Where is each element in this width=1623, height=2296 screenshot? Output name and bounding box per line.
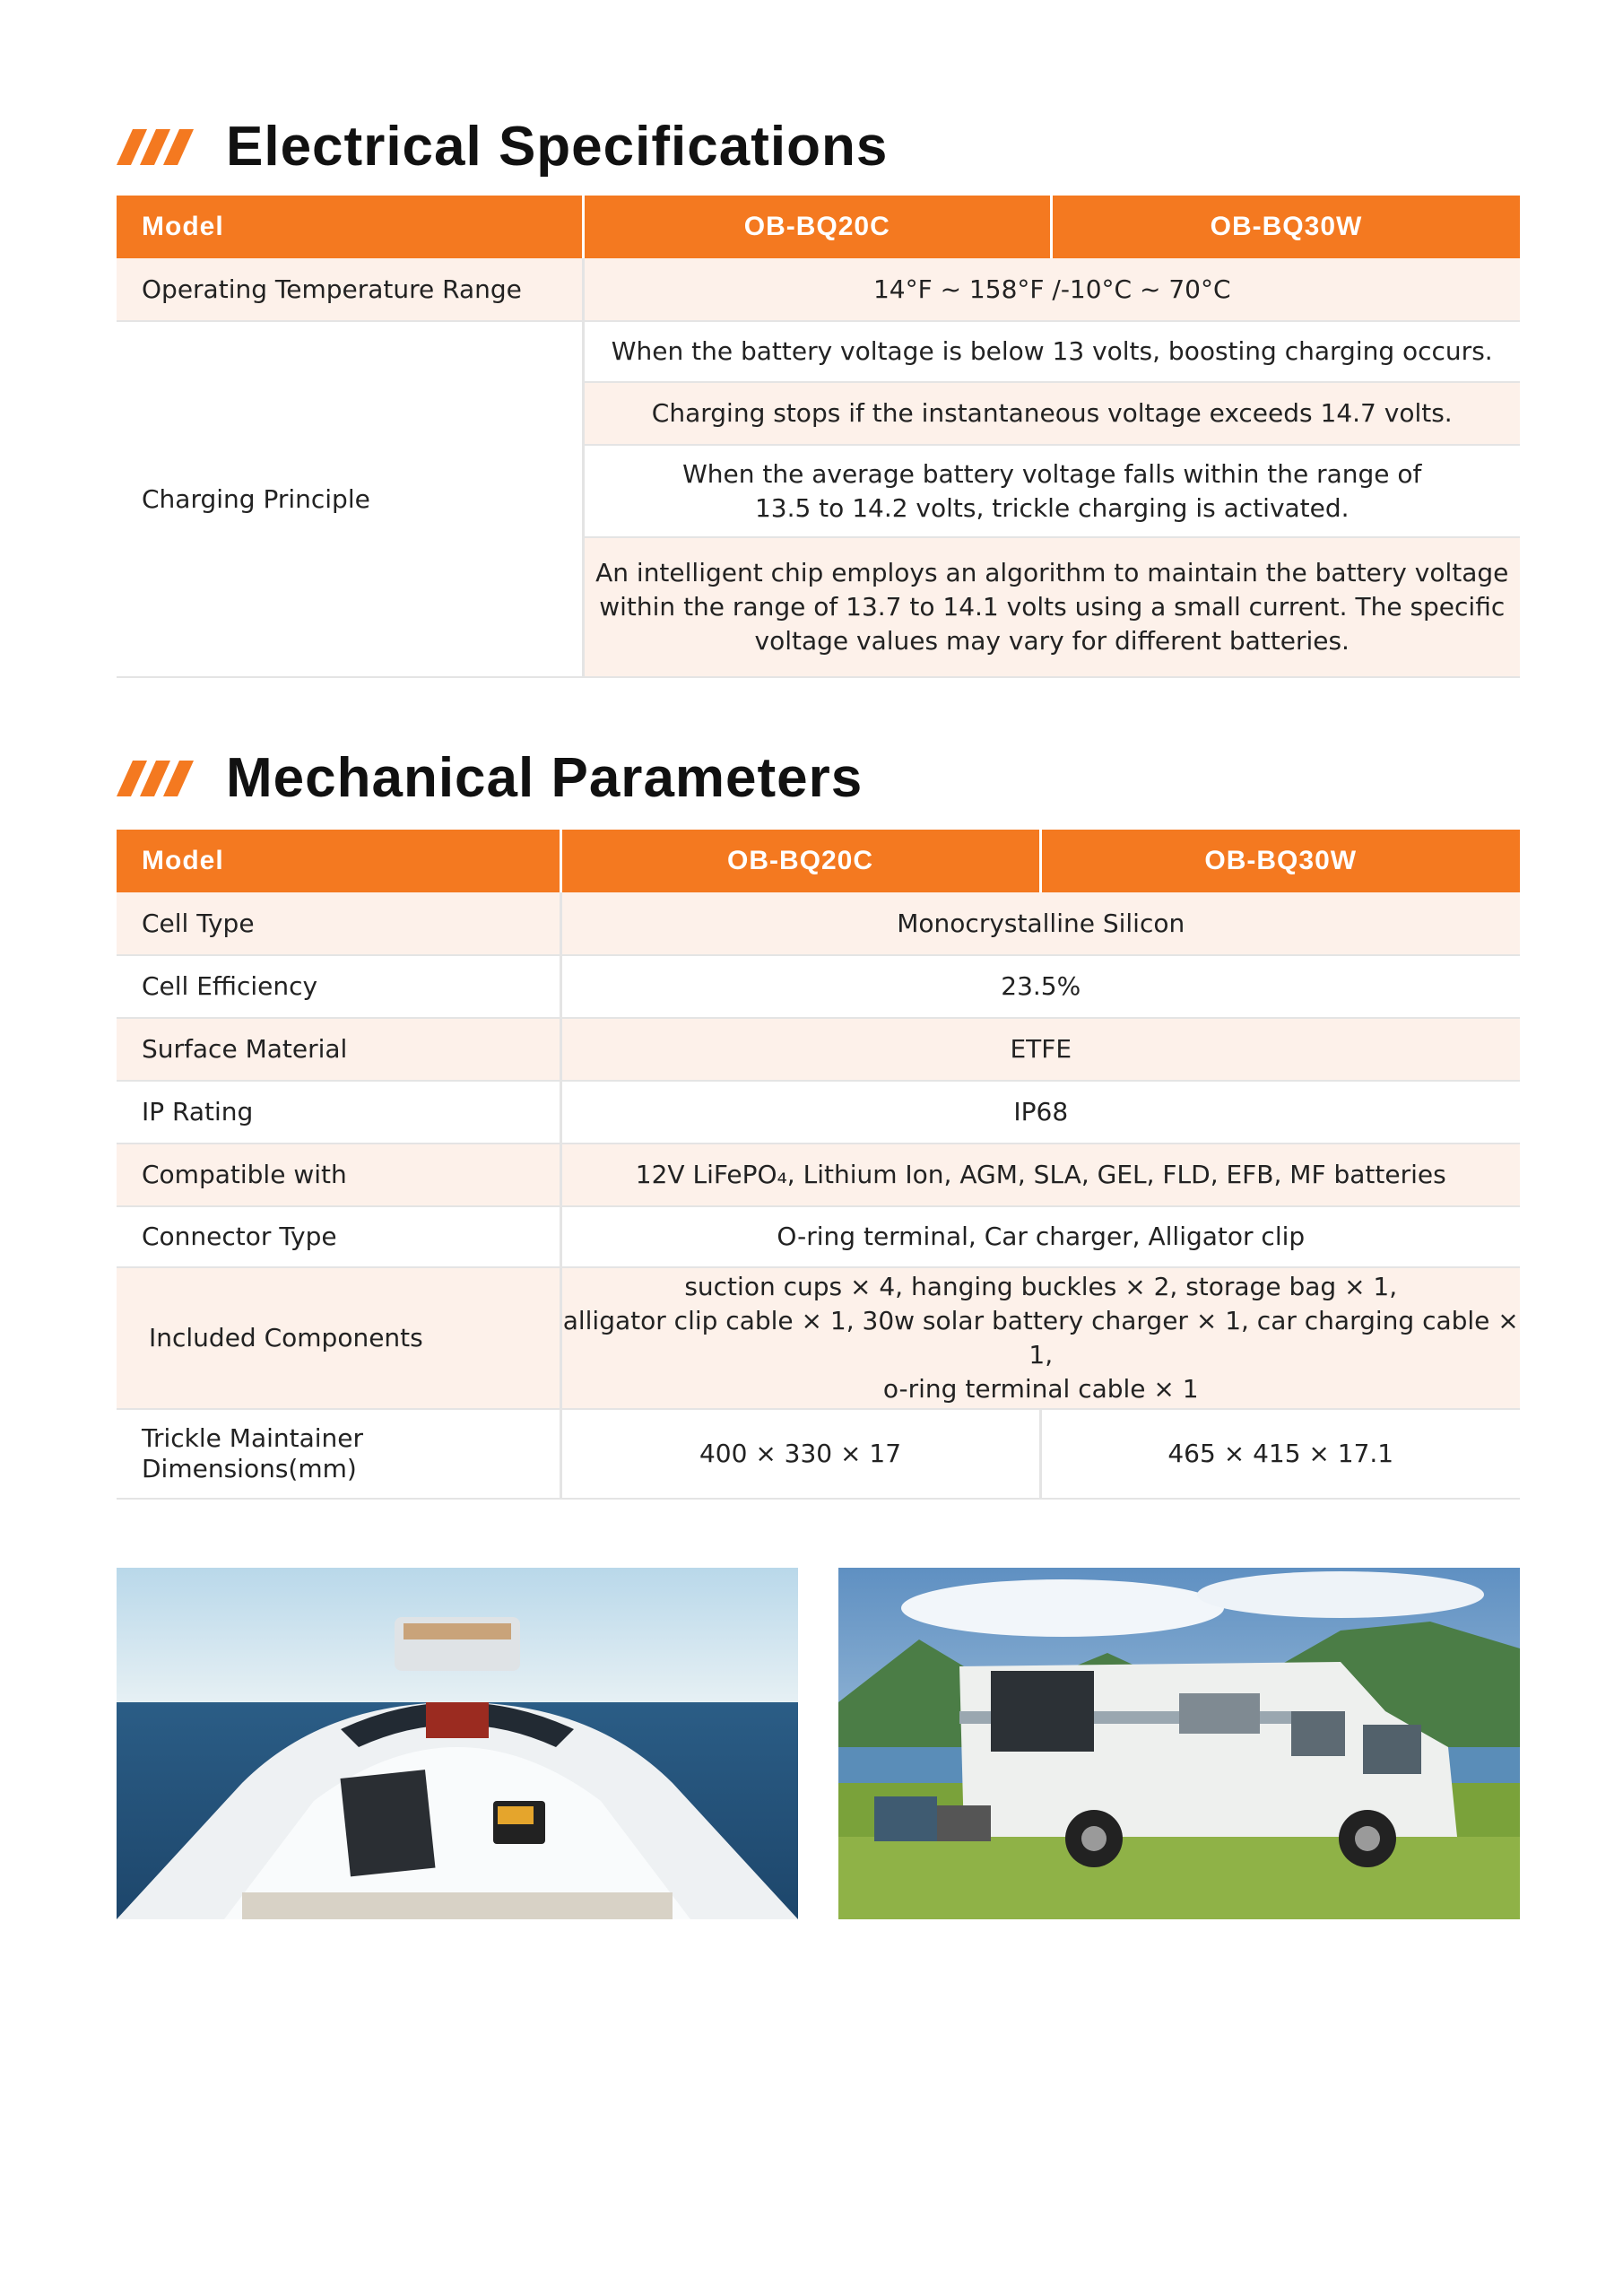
text-line: An intelligent chip employs an algorithm to maintain the battery voltage	[595, 558, 1509, 587]
row-value: Charging stops if the instantaneous voltage exceeds 14.7 volts.	[583, 382, 1520, 445]
header-model-2: OB-BQ30W	[1052, 196, 1521, 258]
text-line: 13.5 to 14.2 volts, trickle charging is activated.	[754, 492, 1350, 523]
row-value: Monocrystalline Silicon	[560, 892, 1520, 955]
row-value: 12V LiFePO₄, Lithium Ion, AGM, SLA, GEL, FLD, EFB, MF batteries	[560, 1144, 1520, 1206]
page-title: Electrical Specifications	[226, 116, 889, 178]
mechanical-spec-table	[117, 830, 1520, 1500]
header-model-1: OB-BQ20C	[583, 196, 1052, 258]
row-label: Connector Type	[117, 1206, 560, 1267]
table-row	[117, 892, 1520, 955]
text-line: When the average battery voltage falls within the range of	[682, 458, 1422, 489]
row-value: O-ring terminal, Car charger, Alligator clip	[560, 1206, 1520, 1267]
mechanical-heading	[117, 746, 863, 810]
electrical-spec-table	[117, 196, 1520, 678]
table-row	[117, 955, 1520, 1018]
table-row	[117, 1409, 1520, 1499]
stripes-icon	[117, 759, 206, 798]
text-line: alligator clip cable × 1, 30w solar battery charger × 1, car charging cable × 1,	[562, 1306, 1519, 1370]
header-model: Model	[117, 830, 560, 892]
yacht-photo	[117, 1568, 798, 1919]
row-label: Cell Type	[117, 892, 560, 955]
row-value: ETFE	[560, 1018, 1520, 1081]
header-model-1: OB-BQ20C	[560, 830, 1040, 892]
row-label: Compatible with	[117, 1144, 560, 1206]
header-model-2: OB-BQ30W	[1040, 830, 1520, 892]
row-value: 465 × 415 × 17.1	[1040, 1409, 1520, 1499]
row-value	[560, 1267, 1520, 1409]
row-label	[117, 1409, 560, 1499]
header-model: Model	[117, 196, 583, 258]
text-line: voltage values may vary for different batteries.	[754, 626, 1350, 656]
text-line: Trickle Maintainer	[142, 1423, 364, 1453]
row-label: Operating Temperature Range	[117, 258, 583, 321]
table-header-row	[117, 830, 1520, 892]
text-line: o-ring terminal cable × 1	[882, 1374, 1199, 1404]
table-row	[117, 1144, 1520, 1206]
table-header-row	[117, 196, 1520, 258]
table-row	[117, 1267, 1520, 1409]
text-line: Dimensions(mm)	[142, 1454, 357, 1483]
text-line: within the range of 13.7 to 14.1 volts using a small current. The specific	[599, 592, 1506, 622]
text-line: suction cups × 4, hanging buckles × 2, storage bag × 1,	[684, 1272, 1398, 1301]
row-label: Included Components	[117, 1267, 560, 1409]
table-row	[117, 1018, 1520, 1081]
row-value	[583, 445, 1520, 537]
table-row	[117, 321, 1520, 382]
row-value	[583, 537, 1520, 677]
row-label: Charging Principle	[117, 321, 583, 677]
row-value: 23.5%	[560, 955, 1520, 1018]
row-value: IP68	[560, 1081, 1520, 1144]
row-value: 14°F ~ 158°F /-10°C ~ 70°C	[583, 258, 1520, 321]
section-title: Mechanical Parameters	[226, 747, 864, 809]
table-row	[117, 1081, 1520, 1144]
table-row	[117, 258, 1520, 321]
stripes-icon	[117, 127, 206, 167]
row-label: Cell Efficiency	[117, 955, 560, 1018]
electrical-heading	[117, 115, 888, 178]
row-label: IP Rating	[117, 1081, 560, 1144]
row-value: When the battery voltage is below 13 volts, boosting charging occurs.	[583, 321, 1520, 382]
row-label: Surface Material	[117, 1018, 560, 1081]
row-value: 400 × 330 × 17	[560, 1409, 1040, 1499]
rv-photo	[838, 1568, 1520, 1919]
table-row	[117, 1206, 1520, 1267]
